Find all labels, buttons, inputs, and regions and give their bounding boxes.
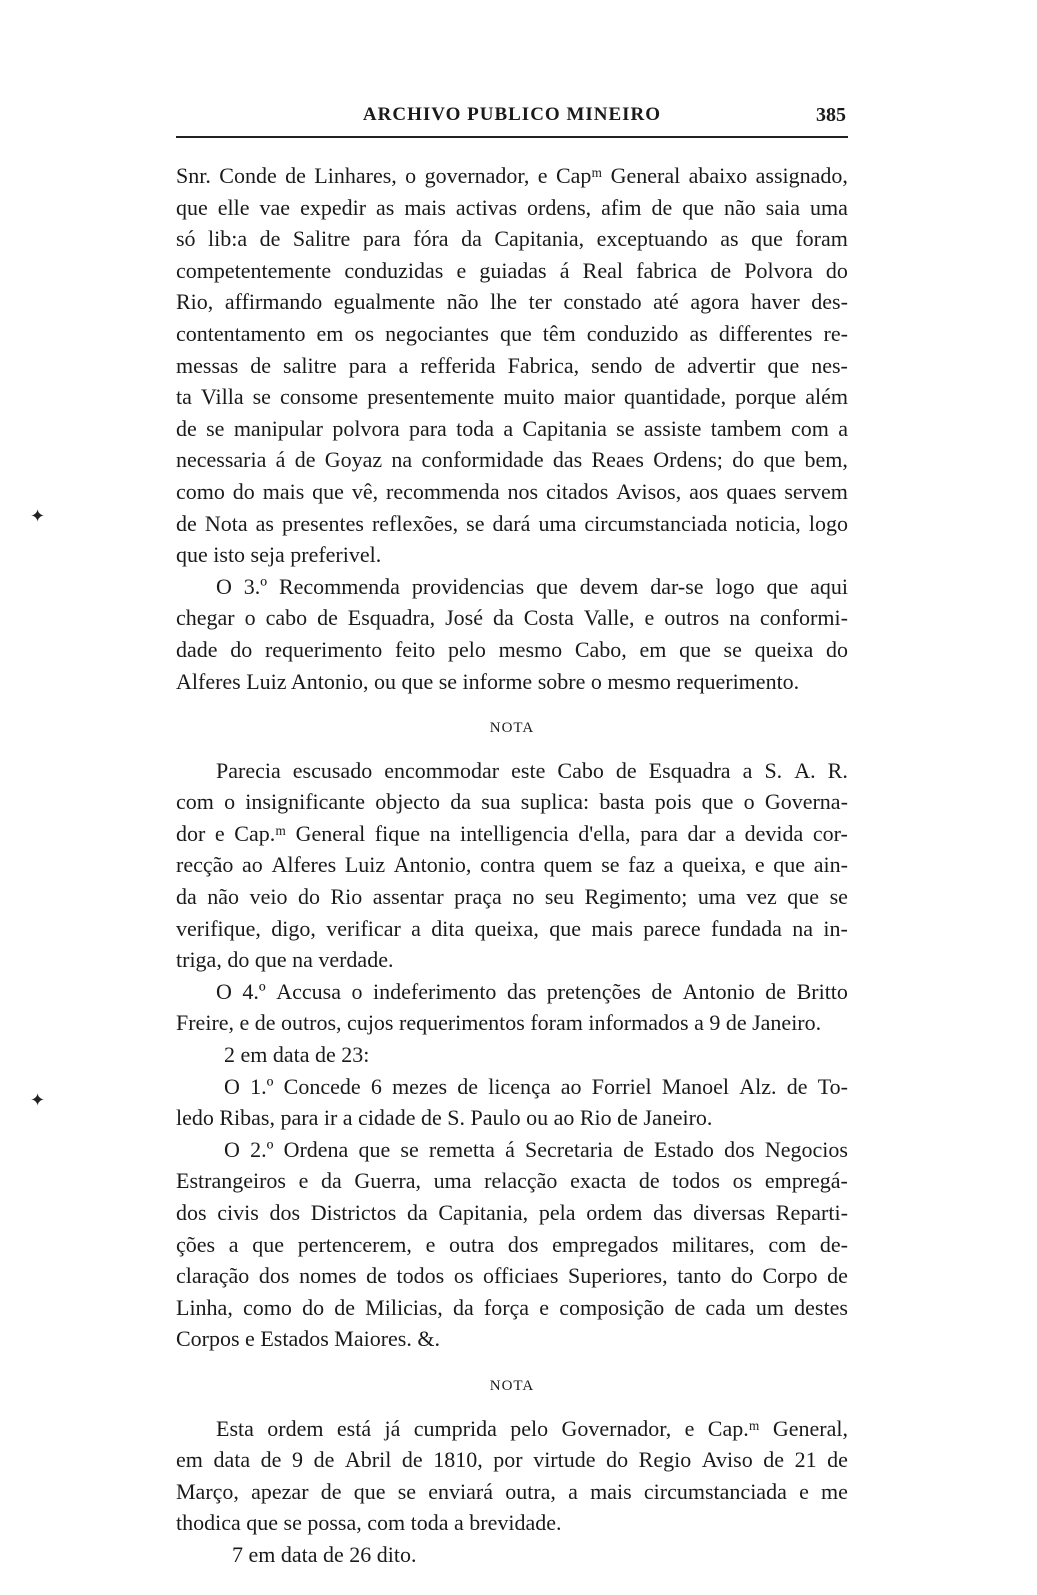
text-line: Estrangeiros e da Guerra, uma relacção exacta de todos os empregá- [176,1168,848,1194]
text-line: verifique, digo, verificar a dita queixa, que mais parece fundada na in- [176,915,848,941]
page-number: 385 [816,104,846,126]
text-line: Corpos e Estados Maiores. &. [176,1326,440,1352]
text-line: competentemente conduzidas e guiadas á Real fabrica de Polvora do [176,257,848,283]
text-line: que elle vae expedir as mais activas ordens, afim de que não saia uma [176,194,848,220]
text-line: Snr. Conde de Linhares, o governador, e Capᵐ General abaixo assignado, [176,163,848,188]
paragraph [176,1539,848,1571]
text-line: com o insignificante objecto da sua suplica: basta pois que o Governa- [176,789,848,815]
text-line: Março, apezar de que se enviará outra, a mais circumstanciada e me [176,1478,848,1504]
header-rule [176,136,848,138]
spacer [176,1355,848,1371]
text-line: Alferes Luiz Antonio, ou que se informe sobre o mesmo requerimento. [176,668,800,694]
spacer [176,745,848,755]
text-line: da não veio do Rio assentar praça no seu Regimento; uma vez que se [176,884,848,910]
paragraph [176,755,848,976]
text-line: claração dos nomes de todos os officiaes Superiores, tanto do Corpo de [176,1263,848,1289]
text-line: de Nota as presentes reflexões, se dará uma circumstanciada noticia, logo [176,510,848,536]
text-line: dade do requerimento feito pelo mesmo Cabo, em que se queixa do [176,636,848,662]
paragraph [176,1413,848,1539]
paragraph [176,976,848,1039]
text-line: messas de salitre para a refferida Fabrica, sendo de advertir que nes- [176,352,848,378]
text-line: ções a que pertencerem, e outra dos empregados militares, com de- [176,1231,848,1257]
page-header [176,104,848,134]
spacer [176,697,848,713]
text-line: chegar o cabo de Esquadra, José da Costa Valle, e outros na conformi- [176,605,848,631]
text-line: necessaria á de Goyaz na conformidade das Reaes Ordens; do que bem, [176,447,848,473]
text-line: O 1.º Concede 6 mezes de licença ao Forriel Manoel Alz. de To- [224,1073,848,1099]
running-title: ARCHIVO PUBLICO MINEIRO [362,104,662,125]
text-line: que isto seja preferivel. [176,542,382,568]
paragraph [176,160,848,571]
text-line: Freire, e de outros, cujos requerimentos foram informados a 9 de Janeiro. [176,1010,822,1036]
paragraph [176,571,848,697]
spacer [176,1403,848,1413]
margin-mark: ✦ [30,1090,46,1110]
text-line: dor e Cap.ᵐ General fique na intelligencia d'ella, para dar a devida cor- [176,820,848,846]
text-line: de se manipular polvora para toda a Capitania se assiste tambem com a [176,415,848,441]
section-heading-nota: NOTA [489,720,535,737]
section-heading-nota: NOTA [489,1377,535,1394]
text-line: como do mais que vê, recommenda nos citados Avisos, aos quaes servem [176,478,848,504]
text-line: Parecia escusado encommodar este Cabo de Esquadra a S. A. R. [216,757,848,783]
paragraph [176,1039,848,1071]
text-line: O 3.º Recommenda providencias que devem dar-se logo que aqui [216,573,848,599]
text-line: Rio, affirmando egualmente não lhe ter constado até agora haver des- [176,289,848,315]
text-line: Linha, como do de Milicias, da força e composição de cada um destes [176,1294,848,1320]
text-line: O 4.º Accusa o indeferimento das pretenções de Antonio de Britto [216,978,848,1004]
text-line: em data de 9 de Abril de 1810, por virtude do Regio Aviso de 21 de [176,1447,848,1473]
text-line: 2 em data de 23: [224,1042,370,1068]
document-body [176,160,848,1571]
paragraph [176,1134,848,1355]
text-line: ledo Ribas, para ir a cidade de S. Paulo ou ao Rio de Janeiro. [176,1105,713,1131]
text-line: triga, do que na verdade. [176,947,394,973]
text-line: contentamento em os negociantes que têm conduzido as differentes re- [176,320,848,346]
text-line: 7 em data de 26 dito. [232,1541,417,1567]
text-line: ta Villa se consome presentemente muito maior quantidade, porque além [176,384,848,410]
text-line: O 2.º Ordena que se remetta á Secretaria de Estado dos Negocios [224,1136,848,1162]
text-line: thodica que se possa, com toda a brevidade. [176,1510,562,1536]
paragraph [176,1071,848,1134]
text-line: recção ao Alferes Luiz Antonio, contra quem se faz a queixa, e que ain- [176,852,848,878]
text-line: só lib:a de Salitre para fóra da Capitania, exceptuando as que foram [176,226,848,252]
text-line: Esta ordem está já cumprida pelo Governador, e Cap.ᵐ General, [216,1415,848,1441]
text-line: dos civis dos Districtos da Capitania, pela ordem das diversas Reparti- [176,1200,848,1225]
margin-mark: ✦ [30,506,46,526]
